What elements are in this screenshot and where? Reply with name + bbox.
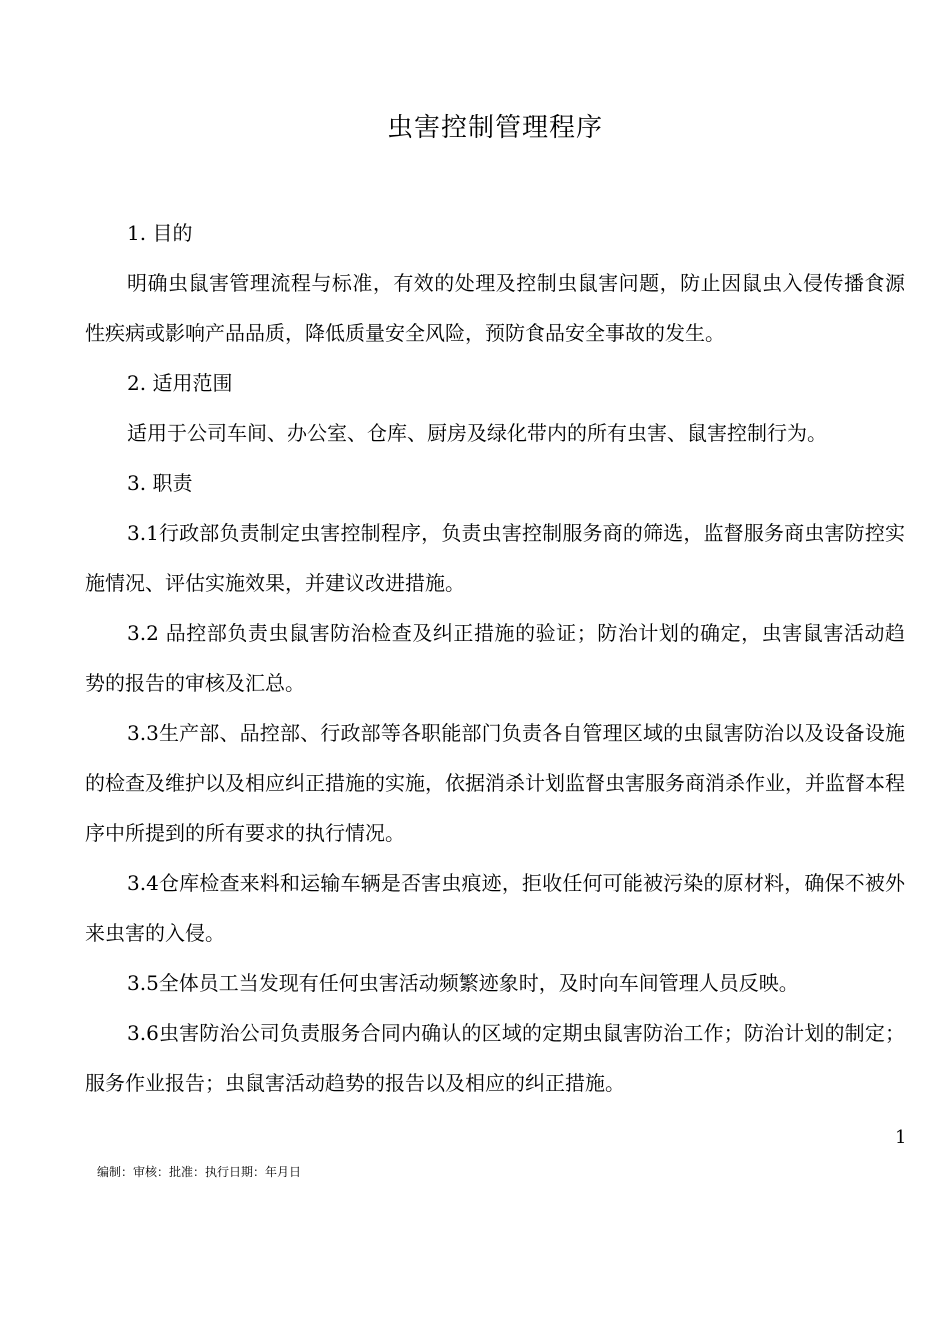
document-title: 虫害控制管理程序 (386, 113, 603, 143)
responsibility-3-2: 3.2 品控部负责虫鼠害防治检查及纠正措施的验证；防治计划的确定，虫害鼠害活动趋势的报告的审核及汇总。 (85, 621, 905, 695)
document-body (85, 208, 905, 1108)
page-number: 1 (895, 1127, 907, 1148)
section-heading-scope: 2. 适用范围 (127, 371, 233, 395)
responsibility-3-1: 3.1行政部负责制定虫害控制程序，负责虫害控制服务商的筛选，监督服务商虫害防控实施情况、评估实施效果，并建议改进措施。 (85, 521, 905, 595)
responsibility-3-6: 3.6虫害防治公司负责服务合同内确认的区域的定期虫鼠害防治工作；防治计划的制定；服务作业报告；虫鼠害活动趋势的报告以及相应的纠正措施。 (85, 1021, 905, 1095)
responsibility-3-4: 3.4仓库检查来料和运输车辆是否害虫痕迹，拒收任何可能被污染的原材料，确保不被外来虫害的入侵。 (85, 871, 905, 945)
approval-footer: 编制：审核：批准：执行日期：年月日 (97, 1165, 302, 1179)
scope-paragraph: 适用于公司车间、办公室、仓库、厨房及绿化带内的所有虫害、鼠害控制行为。 (127, 421, 827, 445)
section-heading-purpose: 1. 目的 (127, 221, 193, 245)
responsibility-3-3: 3.3生产部、品控部、行政部等各职能部门负责各自管理区域的虫鼠害防治以及设备设施的检查及维护以及相应纠正措施的实施，依据消杀计划监督虫害服务商消杀作业，并监督本程序中所提到的所有要求的执行情况。 (85, 721, 905, 845)
purpose-paragraph: 明确虫鼠害管理流程与标准，有效的处理及控制虫鼠害问题，防止因鼠虫入侵传播食源性疾病或影响产品品质，降低质量安全风险，预防食品安全事故的发生。 (85, 271, 905, 345)
responsibility-3-5: 3.5全体员工当发现有任何虫害活动频繁迹象时，及时向车间管理人员反映。 (127, 971, 799, 995)
section-heading-responsibilities: 3. 职责 (127, 471, 193, 495)
